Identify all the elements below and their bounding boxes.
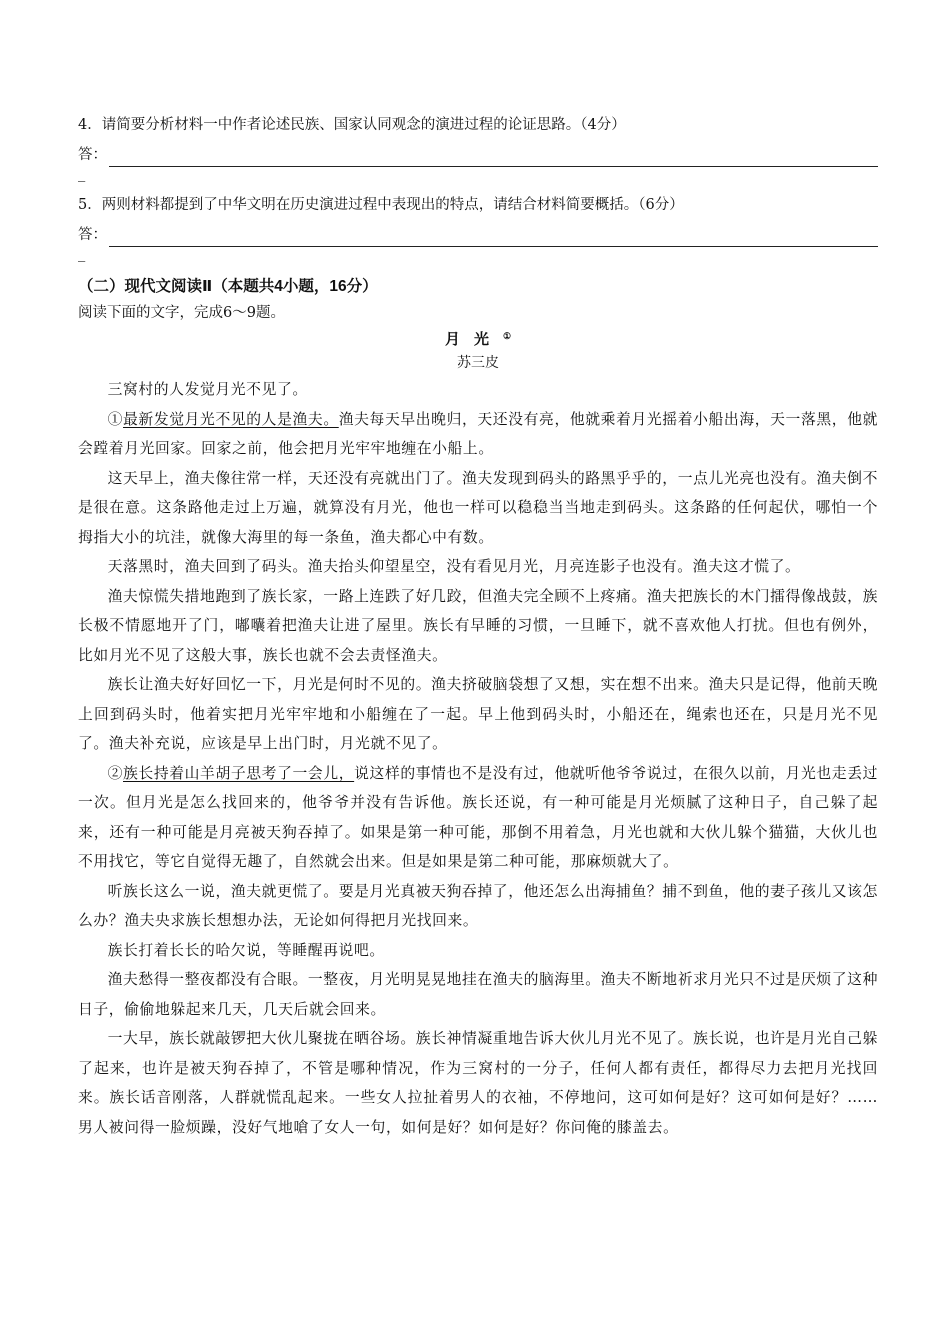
article-author: 苏三皮 (457, 355, 499, 371)
answer-tail: _ (78, 166, 86, 182)
paragraph: 听族长这么一说，渔夫就更慌了。要是月光真被天狗吞掉了，他还怎么出海捕鱼？捕不到鱼，他的妻子孩儿又该怎么办？渔夫央求族长想想办法，无论如何得把月光找回来。 (78, 882, 878, 929)
paragraph-text: 说这样的事情也不是没有过，他就听他爷爷说过，在很久以前，月光也走丢过一次。但月光是怎么找回来的，他爷爷并没有告诉他。族长还说，有一种可能是月光烦腻了这种日子，自己躲了起来，还有一种可能是月亮被天狗吞掉了。如果是第一种可能，那倒不用着急，月光也就和大伙儿躲个猫猫，大伙儿也不用找它，等它自觉得无趣了，自然就会出来。但是如果是第二种可能，那麻烦就大了。 (78, 764, 878, 870)
paragraph (78, 759, 878, 877)
answer-tail: _ (78, 246, 86, 262)
answer-line-4[interactable] (78, 143, 878, 167)
article-title (78, 327, 878, 351)
answer-label: 答： (78, 227, 107, 243)
footnote-mark: ① (502, 332, 512, 342)
section-instruction: 阅读下面的文字，完成6～9题。 (78, 305, 285, 321)
paragraph: 族长让渔夫好好回忆一下，月光是何时不见的。渔夫挤破脑袋想了又想，实在想不出来。渔夫只是记得，他前天晚上回到码头时，他着实把月光牢牢地和小船缠在了一起。早上他到码头时，小船还在，绳索也还在，只是月光不见了。渔夫补充说，应该是早上出门时，月光就不见了。 (78, 676, 878, 752)
paragraph: 这天早上，渔夫像往常一样，天还没有亮就出门了。渔夫发现到码头的路黑乎乎的，一点儿光亮也没有。渔夫倒不是很在意。这条路他走过上万遍，就算没有月光，他也一样可以稳稳当当地走到码头。这条路的任何起伏，哪怕一个拇指大小的坑洼，就像大海里的每一条鱼，渔夫都心中有数。 (78, 469, 878, 546)
underlined-sentence: 族长持着山羊胡子思考了一会儿， (123, 764, 355, 782)
paragraph: 三窝村的人发觉月光不见了。 (107, 381, 308, 398)
paragraph: 天落黑时，渔夫回到了码头。渔夫抬头仰望星空，没有看见月光，月亮连影子也没有。渔夫这才慌了。 (107, 558, 801, 575)
paragraph-marker: ② (107, 764, 124, 782)
section-heading: （二）现代文阅读Ⅱ（本题共4小题，16分） (78, 278, 378, 295)
paragraph (78, 405, 878, 464)
paragraph-marker: ① (107, 410, 124, 428)
answer-rule (109, 148, 878, 167)
paragraph: 渔夫愁得一整夜都没有合眼。一整夜，月光明晃晃地挂在渔夫的脑海里。渔夫不断地祈求月光只不过是厌烦了这种日子，偷偷地躲起来几天，几天后就会回来。 (78, 971, 878, 1018)
question-4: 4．请简要分析材料一中作者论述民族、国家认同观念的演进过程的论证思路。（4分） (78, 117, 626, 133)
paragraph: 渔夫惊慌失措地跑到了族长家，一路上连跌了好几跤，但渔夫完全顾不上疼痛。渔夫把族长的木门擂得像战鼓，族长极不情愿地开了门，嘟囔着把渔夫让进了屋里。族长有早睡的习惯，一旦睡下，就不喜欢他人打扰。但也有例外，比如月光不见了这般大事，族长也就不会去责怪渔夫。 (78, 587, 878, 664)
underlined-sentence: 最新发觉月光不见的人是渔夫。 (123, 410, 339, 428)
answer-rule (109, 228, 878, 247)
article-title-text: 月光 (444, 330, 503, 348)
paragraph: 一大早，族长就敲锣把大伙儿聚拢在晒谷场。族长神情凝重地告诉大伙儿月光不见了。族长说，也许是月光自己躲了起来，也许是被天狗吞掉了，不管是哪种情况，作为三窝村的一分子，任何人都有责任，都得尽力去把月光找回来。族长话音刚落，人群就慌乱起来。一些女人拉扯着男人的衣袖，不停地问，这可如何是好？这可如何是好？……男人被问得一脸烦躁，没好气地嗆了女人一句，如何是好？如何是好？你问俺的膝盖去。 (78, 1030, 878, 1136)
question-5: 5．两则材料都提到了中华文明在历史演进过程中表现出的特点，请结合材料简要概括。（6分） (78, 197, 684, 213)
paragraph-text: 渔夫每天早出晚归，天还没有亮，他就乘着月光摇着小船出海，天一落黑，他就会蹚着月光回家。回家之前，他会把月光牢牢地缠在小船上。 (78, 410, 878, 457)
answer-label: 答： (78, 147, 107, 163)
paragraph: 族长打着长长的哈欠说，等睡醒再说吧。 (107, 941, 385, 959)
answer-line-5[interactable] (78, 223, 878, 247)
exam-page (78, 113, 878, 1142)
